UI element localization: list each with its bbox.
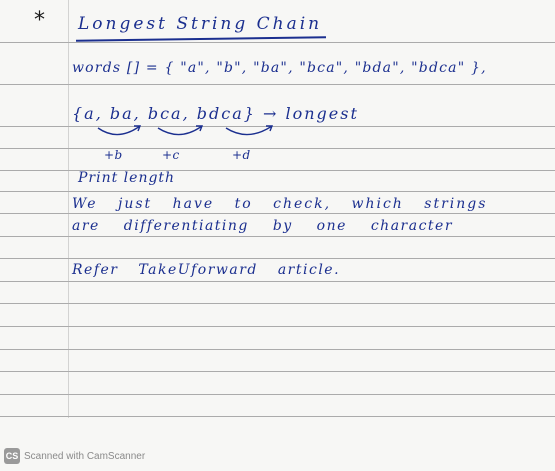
ruled-line [0, 349, 555, 350]
ruled-line [0, 281, 555, 282]
longest-chain-line: {a, ba, bca, bdca} → longest [72, 104, 359, 123]
ruled-line [0, 371, 555, 372]
ruled-line [0, 42, 555, 43]
ruled-line [0, 191, 555, 192]
scanner-watermark [4, 448, 145, 464]
margin-line [68, 0, 69, 418]
ruled-line [0, 326, 555, 327]
ruled-line [0, 236, 555, 237]
ruled-line [0, 213, 555, 214]
ruled-line [0, 394, 555, 395]
ruled-line [0, 416, 555, 417]
ruled-line [0, 126, 555, 127]
arrow-a-to-ba [98, 126, 140, 135]
arrow-bca-to-bdca [226, 126, 272, 135]
explanation-line-1: We just have to check, which strings [72, 196, 488, 212]
title-underline [76, 36, 326, 41]
bullet-star: * [34, 8, 45, 33]
words-array-line: words [] = { "a", "b", "ba", "bca", "bda", "bdca" }, [72, 60, 487, 76]
arrow-ba-to-bca [158, 126, 202, 135]
diff-label-c: +c [162, 148, 180, 162]
explanation-line-2: are differentiating by one character [72, 218, 454, 234]
watermark-text: Scanned with CamScanner [24, 450, 146, 462]
reference-line: Refer TakeUforward article. [72, 262, 341, 278]
ruled-line [0, 303, 555, 304]
diff-label-d: +d [232, 148, 251, 162]
diff-label-b: +b [104, 148, 123, 162]
print-length-line: Print length [78, 170, 176, 186]
note-title: Longest String Chain [78, 14, 323, 34]
ruled-line [0, 258, 555, 259]
camscanner-logo: CS [4, 448, 20, 464]
ruled-line [0, 148, 555, 149]
ruled-line [0, 84, 555, 85]
